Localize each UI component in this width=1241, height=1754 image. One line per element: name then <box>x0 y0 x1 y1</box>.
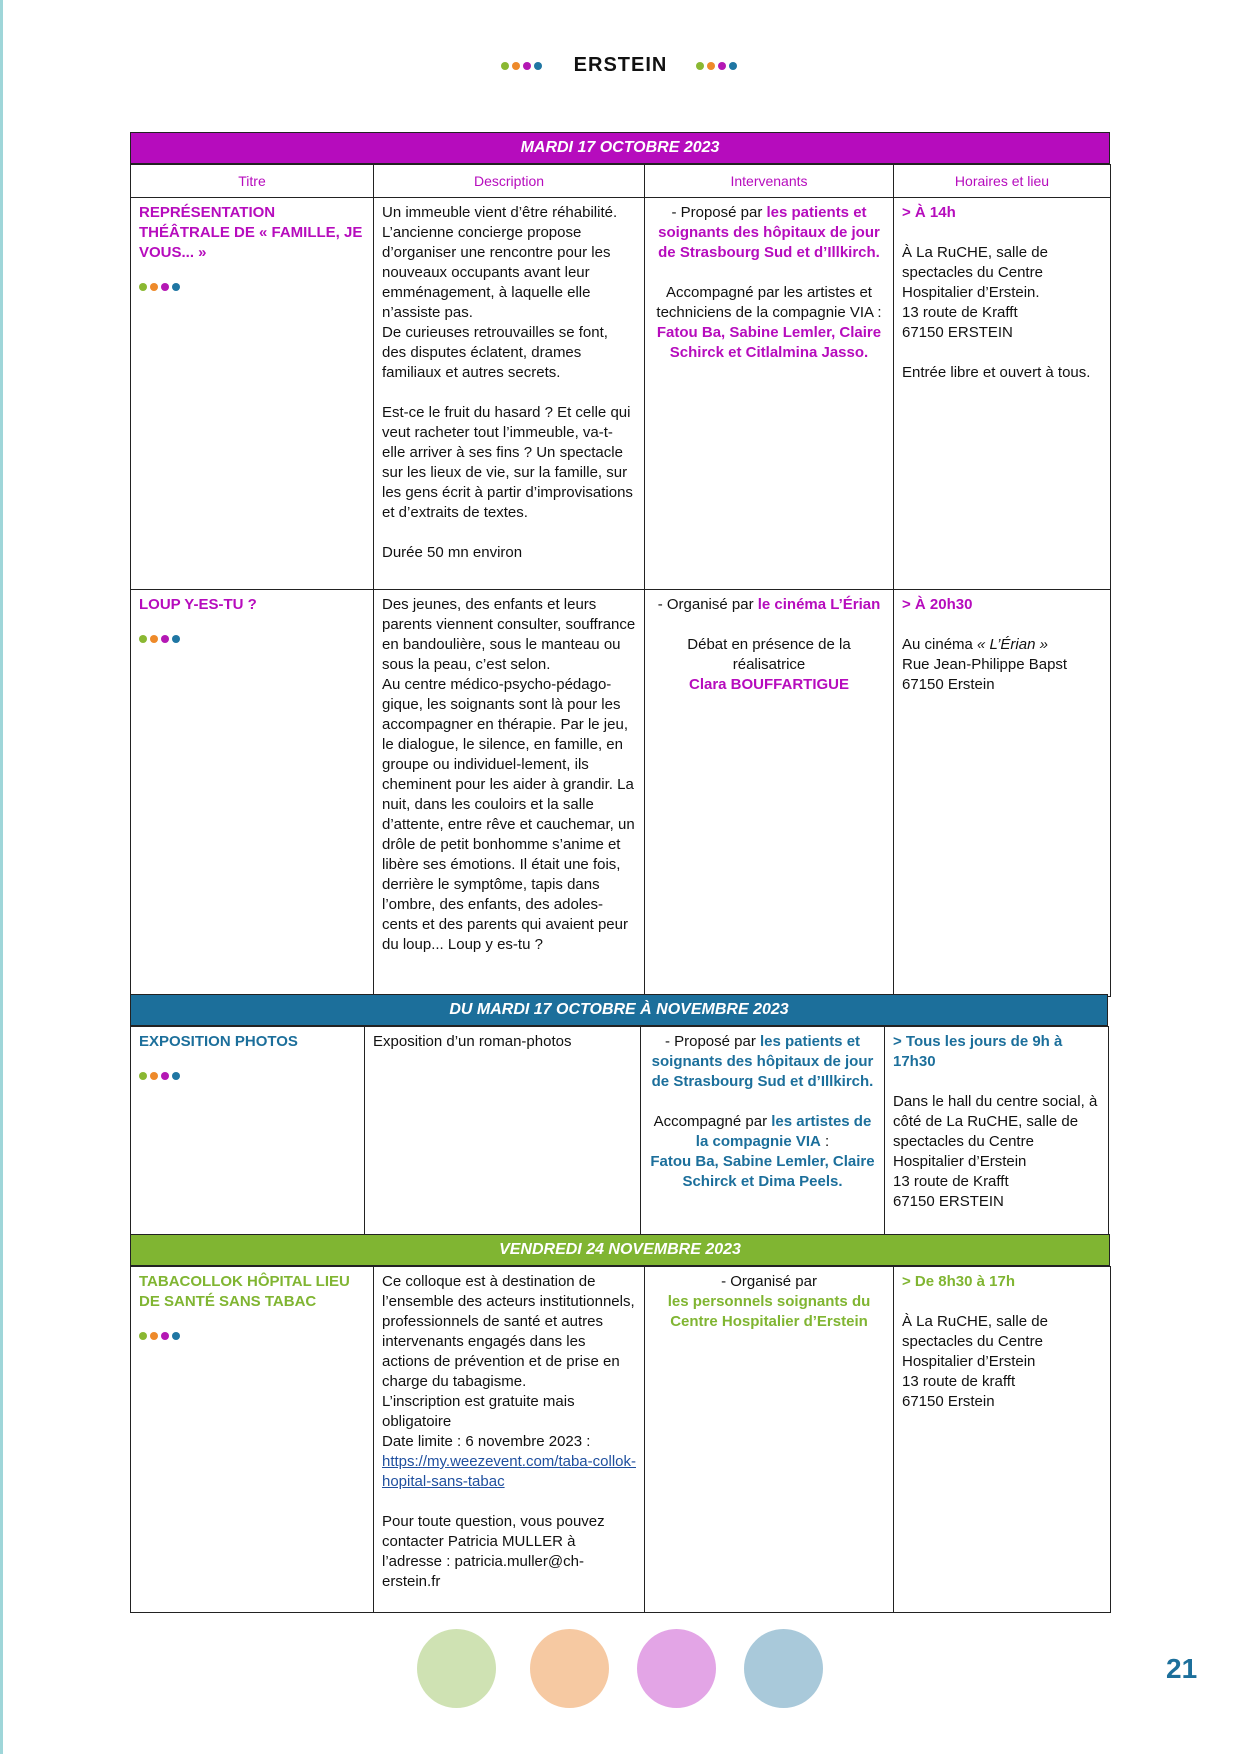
events-table <box>130 1026 1109 1235</box>
event-title: EXPOSITION PHOTOS <box>139 1033 298 1050</box>
speakers-names: Fatou Ba, Sabine Lemler, Claire Schirck et Dima Peels. <box>650 1153 875 1190</box>
deadline-text: Date limite : 6 novembre 2023 : <box>382 1433 591 1450</box>
event-dots <box>139 1326 365 1346</box>
speakers-text: Accompagné par les artistes et techniciens de la compagnie VIA : <box>656 284 882 321</box>
event-description-cell <box>365 1027 641 1235</box>
description-text: L’inscription est gratuite mais obligatoire <box>382 1393 575 1430</box>
pink-circle <box>637 1629 716 1708</box>
table-header-row <box>131 165 1111 198</box>
page-number: 21 <box>1166 1653 1198 1684</box>
registration-link[interactable]: https://my.weezevent.com/taba-collok-hopital-sans-tabac <box>382 1453 636 1490</box>
header-dots-left <box>501 57 545 75</box>
section-banner: MARDI 17 OCTOBRE 2023 <box>130 132 1110 164</box>
speakers-names: Clara BOUFFARTIGUE <box>688 676 850 693</box>
event-title: REPRÉSENTATION THÉÂTRALE DE « FAMILLE, JE VOUS... » <box>139 204 363 261</box>
table-row <box>131 1267 1111 1613</box>
blue-circle <box>744 1629 823 1708</box>
event-schedule-cell <box>894 198 1111 590</box>
event-schedule-cell <box>894 1267 1111 1613</box>
column-header-titre: Titre <box>131 165 374 198</box>
event-speakers-cell <box>645 1267 894 1613</box>
description-text: Ce colloque est à destination de l’ensemble des acteurs institutionnels, professionnels de santé et autres intervenants engagés dans les actions de prévention et de prise en charge du tabagisme. <box>382 1273 635 1390</box>
section-24-novembre <box>130 1234 1110 1613</box>
event-speakers-cell <box>645 198 894 590</box>
speakers-text: Débat en présence de la réalisatrice <box>687 636 851 673</box>
section-17-octobre <box>130 132 1110 997</box>
description-text: Au centre médico-psycho-pédago-gique, les soignants sont là pour les accompagner en thérapie. Par le jeu, le dialogue, le silence, en famille, en groupe ou individuel-lement, ils cheminent pour les aider à grandir. La nuit, dans les couloirs et la salle d’attente, entre rêve et cauchemar, un drôle de petit bonhomme s’anime et libère ses émotions. Il était une fois, derrière le symptôme, tapis dans l’ombre, des enfants, des adoles-cents et des parents qui avaient peur du loup... Loup y es-tu ? <box>382 676 635 953</box>
event-dots <box>139 629 365 649</box>
speakers-prefix: - Organisé par <box>721 1273 817 1290</box>
speakers-highlight: les personnels soignants du Centre Hospitalier d’Erstein <box>667 1293 871 1330</box>
speakers-highlight: les artistes de la compagnie VIA <box>695 1113 872 1150</box>
event-note: Entrée libre et ouvert à tous. <box>902 364 1091 381</box>
green-circle <box>417 1629 496 1708</box>
page-edge-line <box>0 0 3 1754</box>
column-header-intervenants: Intervenants <box>645 165 894 198</box>
description-text: Des jeunes, des enfants et leurs parents viennent consulter, souffrance en bandoulière, sous le manteau ou sous la peau, c’est selon. <box>382 596 636 673</box>
event-title: LOUP Y-ES-TU ? <box>139 596 257 613</box>
speakers-text: : <box>820 1133 830 1150</box>
event-address: Rue Jean-Philippe Bapst <box>902 656 1068 673</box>
speakers-prefix: - Proposé par <box>664 1033 760 1050</box>
speakers-highlight: le cinéma L’Érian <box>757 596 881 613</box>
description-text: Est-ce le fruit du hasard ? Et celle qui veut racheter tout l’immeuble, va-t-elle arriver à ses fins ? Un spectacle sur les lieux de vie, sur la famille, sur les gens écrit à partir d’improvisations et d’extraits de textes. <box>382 404 633 521</box>
event-schedule-cell <box>885 1027 1109 1235</box>
event-address: 67150 Erstein <box>902 1393 995 1410</box>
contact-text: Pour toute question, vous pouvez contacter Patricia MULLER à l’adresse : patricia.muller@ch-erstein.fr <box>382 1513 605 1590</box>
event-time: > À 14h <box>902 204 956 221</box>
event-address: 67150 ERSTEIN <box>902 324 1013 341</box>
event-address: 13 route de Krafft <box>902 304 1018 321</box>
event-place: Dans le hall du centre social, à côté de La RuCHE, salle de spectacles du Centre Hospitalier d’Erstein <box>893 1093 1098 1170</box>
event-description-cell <box>374 198 645 590</box>
duration-text: Durée 50 mn environ <box>382 544 523 561</box>
page-header <box>0 54 1241 77</box>
event-time: > De 8h30 à 17h <box>902 1273 1015 1290</box>
event-title-cell <box>131 198 374 590</box>
orange-circle <box>530 1629 609 1708</box>
event-address: 67150 Erstein <box>902 676 995 693</box>
event-schedule-cell <box>894 590 1111 997</box>
event-speakers-cell <box>645 590 894 997</box>
event-title-cell <box>131 590 374 997</box>
column-header-description: Description <box>374 165 645 198</box>
event-time: > Tous les jours de 9h à 17h30 <box>893 1033 1063 1070</box>
event-time: > À 20h30 <box>902 596 973 613</box>
speakers-highlight: les patients et soignants des hôpitaux de jour de Strasbourg Sud et d’Illkirch. <box>651 1033 874 1090</box>
event-place: À La RuCHE, salle de spectacles du Centre Hospitalier d’Erstein. <box>902 244 1048 301</box>
column-header-horaires: Horaires et lieu <box>894 165 1111 198</box>
section-banner: DU MARDI 17 OCTOBRE À NOVEMBRE 2023 <box>130 994 1108 1026</box>
event-speakers-cell <box>641 1027 885 1235</box>
event-place: Au cinéma <box>902 636 978 653</box>
page-title: ERSTEIN <box>573 54 668 76</box>
event-address: 13 route de Krafft <box>893 1173 1009 1190</box>
speakers-names: Fatou Ba, Sabine Lemler, Claire Schirck et Citlalmina Jasso. <box>656 324 882 361</box>
event-title-cell <box>131 1027 365 1235</box>
speakers-prefix: - Proposé par <box>671 204 767 221</box>
description-text: Un immeuble vient d’être réhabilité. L’ancienne concierge propose d’organiser une rencontre pour les nouveaux occupants avant leur emménagement, à laquelle elle n’assiste pas. <box>382 204 618 321</box>
event-dots <box>139 277 365 297</box>
events-table <box>130 1266 1111 1613</box>
cinema-name: « L’Érian » <box>977 636 1048 653</box>
event-description-cell <box>374 1267 645 1613</box>
description-text: Exposition d’un roman-photos <box>373 1033 572 1050</box>
header-dots-right <box>696 57 740 75</box>
event-address: 13 route de krafft <box>902 1373 1016 1390</box>
table-row <box>131 198 1111 590</box>
speakers-prefix: - Organisé par <box>657 596 758 613</box>
table-row <box>131 1027 1109 1235</box>
section-octobre-novembre <box>130 994 1108 1235</box>
event-description-cell <box>374 590 645 997</box>
event-place: À La RuCHE, salle de spectacles du Centre Hospitalier d’Erstein <box>902 1313 1048 1370</box>
event-title: TABACOLLOK HÔPITAL LIEU DE SANTÉ SANS TABAC <box>139 1273 350 1310</box>
description-text: De curieuses retrouvailles se font, des disputes éclatent, drames familiaux et autres secrets. <box>382 324 608 381</box>
event-dots <box>139 1066 356 1086</box>
table-row <box>131 590 1111 997</box>
speakers-highlight: les patients et soignants des hôpitaux de jour de Strasbourg Sud et d’Illkirch. <box>658 204 880 261</box>
section-banner: VENDREDI 24 NOVEMBRE 2023 <box>130 1234 1110 1266</box>
events-table <box>130 164 1111 997</box>
speakers-text: Accompagné par <box>653 1113 772 1130</box>
event-title-cell <box>131 1267 374 1613</box>
event-address: 67150 ERSTEIN <box>893 1193 1004 1210</box>
